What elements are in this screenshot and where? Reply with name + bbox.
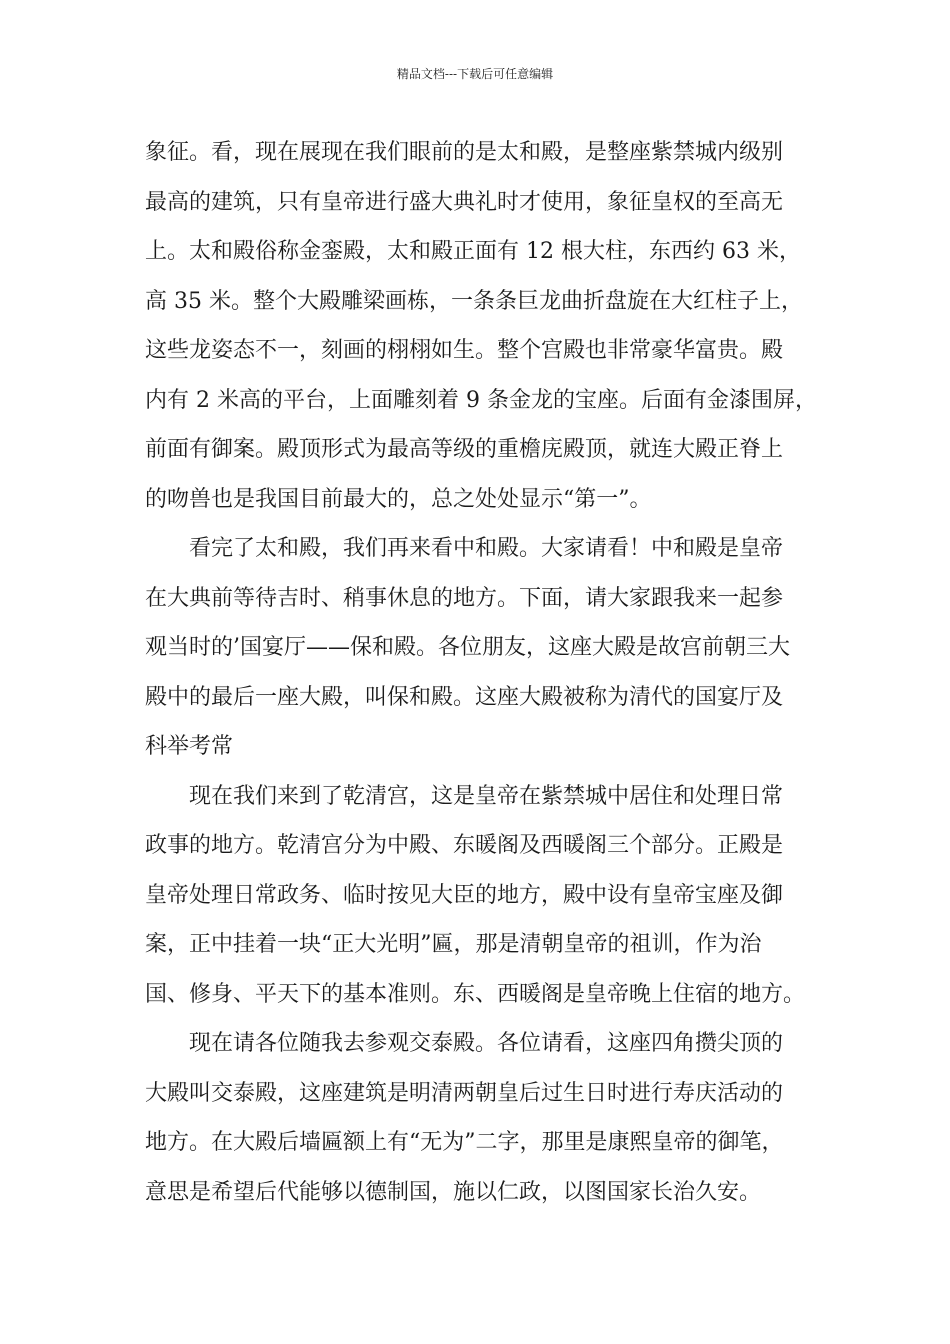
text-line: 高 35 米。整个大殿雕梁画栋，一条条巨龙曲折盘旋在大红柱子上， — [145, 288, 803, 314]
text-line: 地方。在大殿后墙匾额上有“无为”二字，那里是康熙皇帝的御笔， — [145, 1130, 784, 1155]
text-line: 的吻兽也是我国目前最大的，总之处处显示“第一”。 — [145, 486, 652, 512]
text-line: 大殿叫交泰殿，这座建筑是明清两朝皇后过生日时进行寿庆活动的 — [145, 1080, 784, 1106]
text-line: 科举考常 — [145, 734, 234, 759]
page-header: 精品文档---下载后可任意编辑 — [396, 67, 554, 81]
paragraph — [145, 772, 809, 1020]
text-line: 在大典前等待吉时、稍事休息的地方。下面，请大家跟我来一起参 — [145, 585, 784, 611]
text-line: 看完了太和殿，我们再来看中和殿。大家请看！中和殿是皇帝 — [189, 536, 784, 561]
paragraph — [145, 524, 809, 772]
text-line: 上。太和殿俗称金銮殿，太和殿正面有 12 根大柱，东西约 63 米， — [145, 239, 801, 264]
text-line: 这些龙姿态不一，刻画的栩栩如生。整个宫殿也非常豪华富贵。殿 — [145, 338, 784, 363]
text-line: 象征。看，现在展现在我们眼前的是太和殿，是整座紫禁城内级别 — [145, 140, 784, 165]
text-line: 前面有御案。殿顶形式为最高等级的重檐庑殿顶，就连大殿正脊上 — [145, 437, 784, 462]
text-line: 案，正中挂着一块“正大光明”匾，那是清朝皇帝的祖训，作为治 — [145, 932, 762, 957]
text-line: 意思是希望后代能够以德制国，施以仁政，以图国家长治久安。 — [145, 1179, 762, 1205]
text-line: 殿中的最后一座大殿，叫保和殿。这座大殿被称为清代的国宴厅及 — [145, 684, 784, 710]
text-line: 现在我们来到了乾清宫，这是皇帝在紫禁城中居住和处理日常 — [189, 783, 784, 809]
document-body — [145, 128, 817, 1217]
paragraph — [145, 128, 817, 524]
text-line: 最高的建筑，只有皇帝进行盛大典礼时才使用，象征皇权的至高无 — [145, 189, 784, 215]
text-line: 现在请各位随我去参观交泰殿。各位请看，这座四角攒尖顶的 — [189, 1031, 784, 1056]
text-line: 政事的地方。乾清宫分为中殿、东暖阁及西暖阁三个部分。正殿是 — [145, 833, 784, 858]
text-line: 国、修身、平天下的基本准则。东、西暖阁是皇帝晚上住宿的地方。 — [145, 981, 806, 1007]
text-line: 皇帝处理日常政务、临时按见大臣的地方，殿中设有皇帝宝座及御 — [145, 882, 784, 908]
text-line: 内有 2 米高的平台，上面雕刻着 9 条金龙的宝座。后面有金漆围屏， — [145, 387, 817, 413]
paragraph — [145, 1019, 809, 1217]
text-line: 观当时的’国宴厅——保和殿。各位朋友，这座大殿是故宫前朝三大 — [145, 635, 790, 660]
